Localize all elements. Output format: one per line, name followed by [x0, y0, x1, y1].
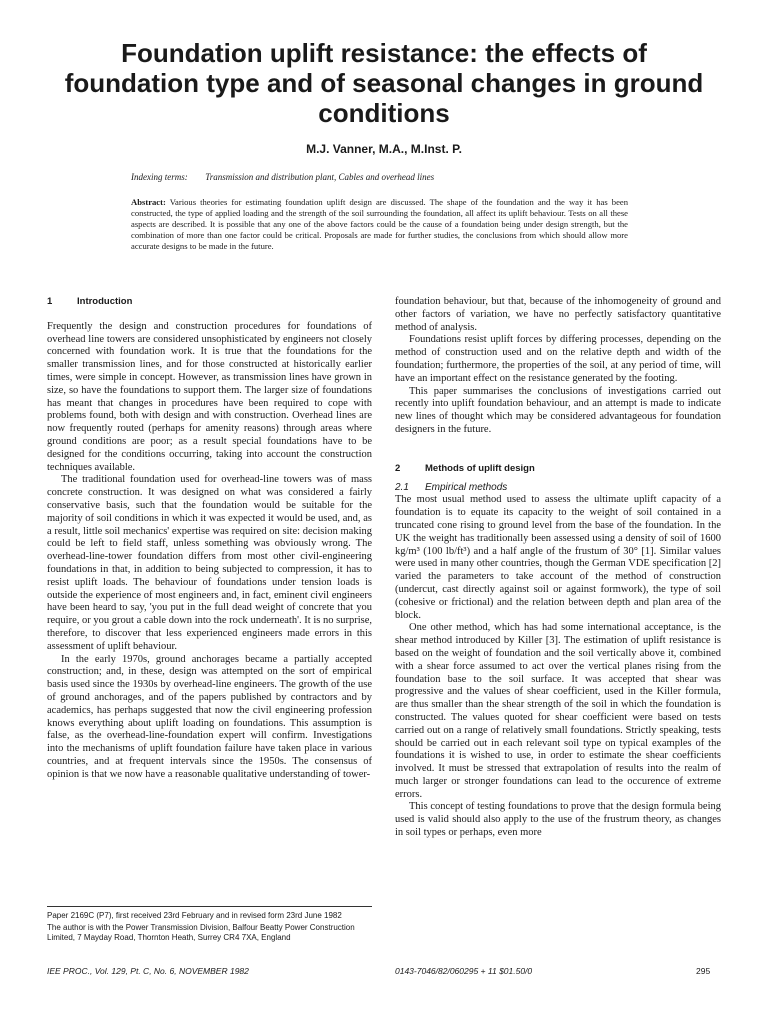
intro-paragraph-6: This paper summarises the conclusions of investigations carried out recently into uplift foundation behaviour, and an attempt is made to indicate new lines of thought which may be considered advantageous for foundation designers in the future. [395, 385, 721, 435]
abstract-text: Various theories for estimating foundation uplift design are discussed. The shape of the foundation and the way it has been constructed, the type of applied loading and the strength of the soil surrounding the foundation, all affect its uplift behaviour. Tests on all these aspects are described. It is possible that any one of the above factors could be the cause of a foundation being under design strength, but the combination of more than one factor could be critical. Proposals are made for further studies, the conclusions from which should allow more accurate designs to be made in the future. [131, 197, 628, 251]
intro-paragraph-5: Foundations resist uplift forces by differing processes, depending on the method of construction used and on the relative depth and width of the foundation; furthermore, the properties of the soil, at any period of time, will have an important effect on the resistance generated by the footing. [395, 334, 721, 384]
methods-paragraph-2: One other method, which has had some international acceptance, is the shear method introduced by Killer [3]. The estimation of uplift resistance is based on the weight of foundation and the soil vertically above it, combined with a shear force assumed to act over the vertical planes rising from the foundation base to the soil surface. It was accepted that shear was progressive and the values of shear coefficient, used in the Killer formula, are thus smaller than the shear strength of the soil in which the foundation is constructed. The values quoted for shear coefficient were based on tests carried out on a range of relatively small foundations. Strictly speaking, tests should be carried out in each relevant soil type on typical examples of the foundations it is wished to use, in order to estimate the shear coefficients involved. It must be stressed that extrapolation of results into the realm of much larger or stronger foundations can lead to the occurence of extreme errors. [395, 622, 721, 800]
intro-paragraph-2: The traditional foundation used for overhead-line towers was of mass concrete construction. It was designed on what was considered a fairly conservative basis, such that the foundation would be suitable for the majority of soil conditions in which it was expected it would be used, and, as a result, little soil mechanics' expertise was required on site: decision making could be left to field staff, unless something was obviously wrong. The overhead-line-tower foundation differs from most other civil-engineering foundations in that, in addition to being subjected to compression, it has to resist uplift loads. The behaviour of foundations under tension loads is outside the experience of most engineers and, in fact, eminent civil engineers have been heard to say, 'you put in the full dead weight of concrete that you require, or you grout a cable down into the rock underneath'. It is no surprise, therefore, to discover that less experienced engineers made errors in this assessment of uplift behaviour. [47, 474, 372, 652]
subsection-2-1-title: Empirical methods [425, 481, 508, 493]
subsection-2-1-number: 2.1 [395, 481, 409, 493]
footer-code: 0143-7046/82/060295 + 11 $01.50/0 [395, 966, 533, 976]
section-1-heading [47, 296, 372, 309]
section-2-number: 2 [395, 462, 401, 474]
section-1-number: 1 [47, 296, 53, 307]
section-2-heading [395, 463, 721, 476]
footer-journal: IEE PROC., Vol. 129, Pt. C, No. 6, NOVEMBER 1982 [47, 966, 249, 976]
intro-paragraph-4: foundation behaviour, but that, because of the inhomogeneity of ground and other factors of variation, we have no perfectly satisfactory quantitative method of analysis. [395, 296, 721, 333]
section-2-title: Methods of uplift design [425, 462, 535, 474]
indexing-values: Transmission and distribution plant, Cables and overhead lines [205, 172, 435, 182]
methods-paragraph-1: The most usual method used to assess the ultimate uplift capacity of a foundation is to equate its capacity to the weight of soil contained in a truncated cone rising to ground level from the base of the foundation. In the UK the weight has traditionally been assessed using a density of soil of 1600 kg/m³ (100 lb/ft³) and a half angle of the frustum of 30° [1]. Similar values were used in many other countries, though the German VDE specification [2] varied the parameters to take account of the method of construction (undercut, cast directly against soil or against formwork), the type of soil (cohesive or frictional) and the relation between depth and plan area of the block. [395, 494, 721, 621]
intro-paragraph-1: Frequently the design and construction procedures for foundations of overhead line towers are considered unsophisticated by engineers not closely concerned with foundation work. It is true that the foundations for the smaller transmission lines, and for those constructed at historically earlier times, were simple in concept. However, as transmission lines have grown in size, so have the foundations to support them. The larger size of foundations has meant that changes in procedures have been required to cope with problems found, both with design and with construction. Overhead lines are now frequently routed (perhaps for amenity reasons) through areas where ground conditions are poor; as a result special foundations have to be designed for the conditions occurring, taking into account the construction techniques available. [47, 320, 372, 473]
abstract-label: Abstract: [131, 197, 166, 207]
footnote-author-affiliation: The author is with the Power Transmission Division, Balfour Beatty Power Construction Limited, 7 Mayday Road, Thornton Heath, Surrey CR4 7XA, England [47, 923, 355, 942]
author-line: M.J. Vanner, M.A., M.Inst. P. [306, 142, 462, 156]
footnote-paper-history: Paper 2169C (P7), first received 23rd February and in revised form 23rd June 1982 [47, 911, 342, 920]
paper-title: Foundation uplift resistance: the effects of foundation type and of seasonal changes in ground conditions [64, 38, 704, 128]
indexing-label: Indexing terms: [131, 172, 188, 182]
abstract [131, 197, 628, 252]
right-column [395, 296, 721, 840]
footnotes [47, 906, 372, 945]
methods-paragraph-3: This concept of testing foundations to prove that the design formula being used is valid should also apply to the use of the frustrum theory, as changes in soil types or perhaps, even more [395, 801, 721, 839]
subsection-2-1-heading [395, 482, 721, 495]
page-number: 295 [696, 966, 711, 976]
section-1-title: Introduction [77, 296, 133, 307]
indexing-terms [131, 172, 434, 182]
left-column [47, 296, 372, 781]
intro-paragraph-3: In the early 1970s, ground anchorages became a partially accepted construction; and, in these, design was attempted on the sort of empirical basis used since the 1930s by overhead-line engineers. The growth of the use of ground anchorages, and of the papers published by contractors and by academics, has perhaps suggested that now the civil engineering profession knows everything about uplift loading on foundations. This assumption is false, as the overhead-line-foundation expert will confirm. Investigations into the mechanisms of uplift foundation failure have taken place in various countries, and at frequent intervals since the 1950s. The consensus of opinion is that we now have a reasonable qualitative understanding of tower- [47, 653, 372, 780]
